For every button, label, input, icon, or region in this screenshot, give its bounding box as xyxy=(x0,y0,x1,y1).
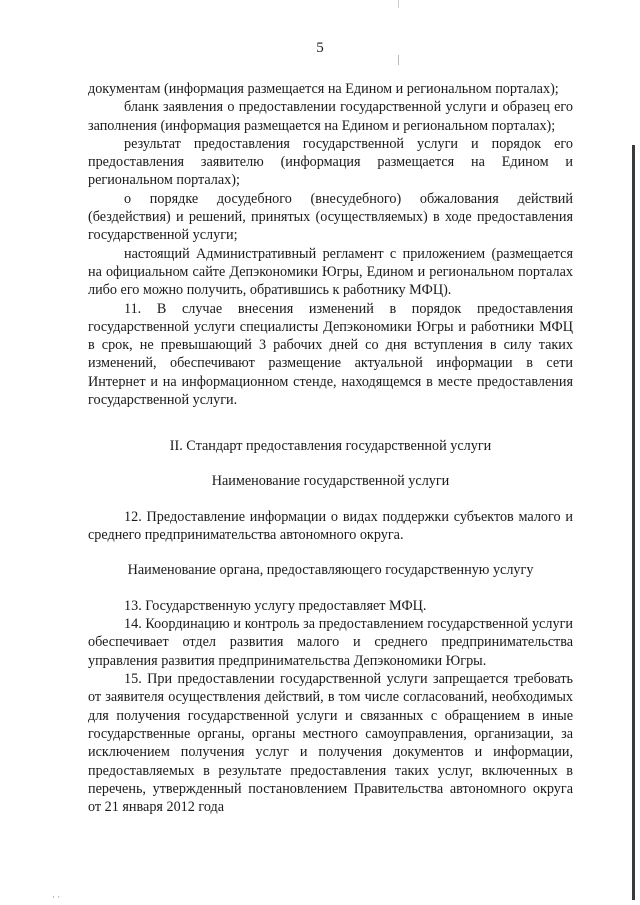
paragraph-regulation: настоящий Административный регламент с приложением (размещается на официальном сайте Депэкономики Югры, Едином и региональном порталах либо его можно получить, обратившись к работнику МФЦ). xyxy=(88,245,573,299)
paragraph-service-result: результат предоставления государственной услуги и порядок его предоставления заявителю (информация размещается на Едином и региональном порталах); xyxy=(88,135,573,189)
document-body xyxy=(88,80,573,816)
paragraph-12: 12. Предоставление информации о видах поддержки субъектов малого и среднего предпринимательства автономного округа. xyxy=(88,508,573,544)
spacer xyxy=(88,409,573,423)
paragraph-15: 15. При предоставлении государственной услуги запрещается требовать от заявителя осуществления действий, в том числе согласований, необходимых для получения государственной услуги и связанных с обращением в иные государственные органы, органы местного самоуправления, организации, за исключением получения услуг и получения документов и информации, предоставляемых в результате предоставления таких услуг, включенных в перечень, утвержденный постановлением Правительства автономного округа от 21 января 2012 года xyxy=(88,671,573,816)
scan-artifact-tick xyxy=(398,55,399,65)
section-heading-standard: II. Стандарт предоставления государственной услуги xyxy=(169,438,492,455)
page-number: 5 xyxy=(316,40,324,56)
paragraph-appeal-procedure: о порядке досудебного (внесудебного) обжалования действий (бездействия) и решений, принятых (осуществляемых) в ходе предоставления государственной услуги; xyxy=(88,190,573,244)
subheading-authority-name: Наименование органа, предоставляющего государственную услугу xyxy=(127,561,534,578)
paragraph-application-form: бланк заявления о предоставлении государственной услуги и образец его заполнения (информация размещается на Едином и региональном порталах); xyxy=(88,99,573,134)
paragraph-14: 14. Координацию и контроль за предоставлением государственной услуги обеспечивает отдел развития малого и среднего предпринимательства управления развития предпринимательства Депэкономики Югры. xyxy=(88,616,573,669)
paragraph-11: 11. В случае внесения изменений в порядок предоставления государственной услуги специалисты Депэкономики Югры и работники МФЦ в срок, не превышающий 3 рабочих дней со дня вступления в силу таких изменений, обеспечивают размещение актуальной информации в сети Интернет и на информационном стенде, находящемся в месте предоставления государственной услуги. xyxy=(88,300,573,409)
spacer xyxy=(88,545,573,561)
scan-artifact-top xyxy=(398,0,399,8)
subheading-service-name: Наименование государственной услуги xyxy=(211,472,450,489)
scan-edge-bar xyxy=(632,145,635,900)
scan-corner-mark: · · xyxy=(52,892,61,902)
paragraph-13: 13. Государственную услугу предоставляет МФЦ. xyxy=(124,597,427,614)
paragraph-documents: документам (информация размещается на Едином и региональном порталах); xyxy=(88,81,559,97)
